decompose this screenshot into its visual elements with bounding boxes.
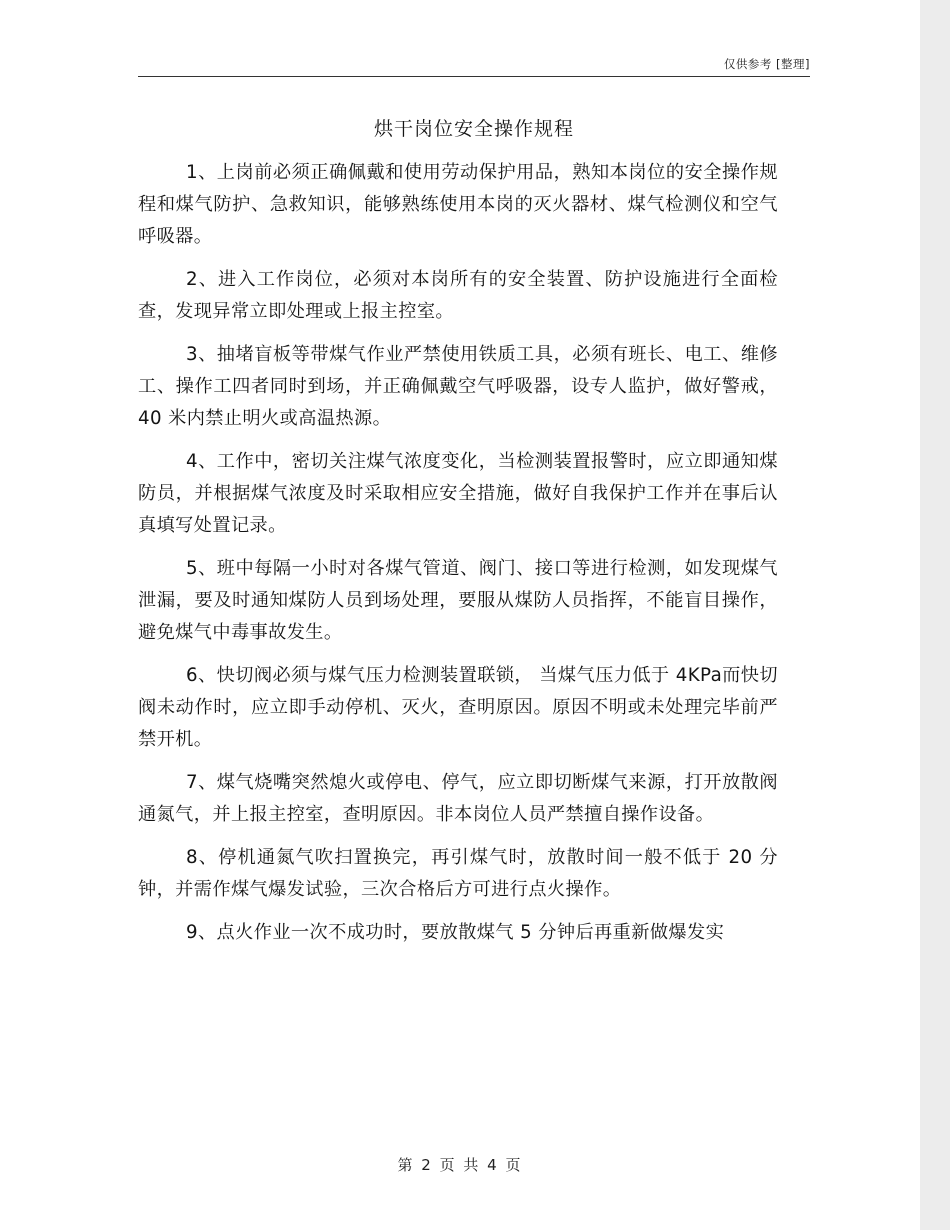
- paragraph-8: 8、停机通氮气吹扫置换完，再引煤气时，放散时间一般不低于 20 分钟，并需作煤气爆发试验，三次合格后方可进行点火操作。: [138, 847, 778, 900]
- header-divider: [138, 76, 810, 77]
- paragraph-9: 9、点火作业一次不成功时，要放散煤气 5 分钟后再重新做爆发实: [186, 922, 725, 943]
- page-number-footer: 第 2 页 共 4 页: [397, 1156, 523, 1174]
- document-body: [138, 157, 778, 960]
- paragraph-5: 5、班中每隔一小时对各煤气管道、阀门、接口等进行检测，如发现煤气泄漏，要及时通知煤防人员到场处理，要服从煤防人员指挥，不能盲目操作，避免煤气中毒事故发生。: [138, 558, 778, 643]
- document-title: 烘干岗位安全操作规程: [373, 118, 574, 140]
- paragraph-4: 4、工作中，密切关注煤气浓度变化，当检测装置报警时，应立即通知煤防员，并根据煤气浓度及时采取相应安全措施，做好自我保护工作并在事后认真填写处置记录。: [138, 451, 778, 536]
- header-note: 仅供参考 [整理]: [723, 57, 810, 71]
- paragraph-6: 6、快切阀必须与煤气压力检测装置联锁， 当煤气压力低于 4KPa而快切阀未动作时，应立即手动停机、灭火，查明原因。原因不明或未处理完毕前严禁开机。: [138, 665, 778, 750]
- paragraph-1: 1、上岗前必须正确佩戴和使用劳动保护用品，熟知本岗位的安全操作规程和煤气防护、急救知识，能够熟练使用本岗的灭火器材、煤气检测仪和空气呼吸器。: [138, 162, 778, 247]
- paragraph-3: 3、抽堵盲板等带煤气作业严禁使用铁质工具，必须有班长、电工、维修工、操作工四者同时到场，并正确佩戴空气呼吸器，设专人监护，做好警戒， 40 米内禁止明火或高温热源。: [138, 344, 778, 429]
- paragraph-7: 7、煤气烧嘴突然熄火或停电、停气，应立即切断煤气来源，打开放散阀通氮气，并上报主控室，查明原因。非本岗位人员严禁擅自操作设备。: [138, 772, 778, 825]
- paragraph-2: 2、进入工作岗位，必须对本岗所有的安全装置、防护设施进行全面检查，发现异常立即处理或上报主控室。: [138, 269, 778, 322]
